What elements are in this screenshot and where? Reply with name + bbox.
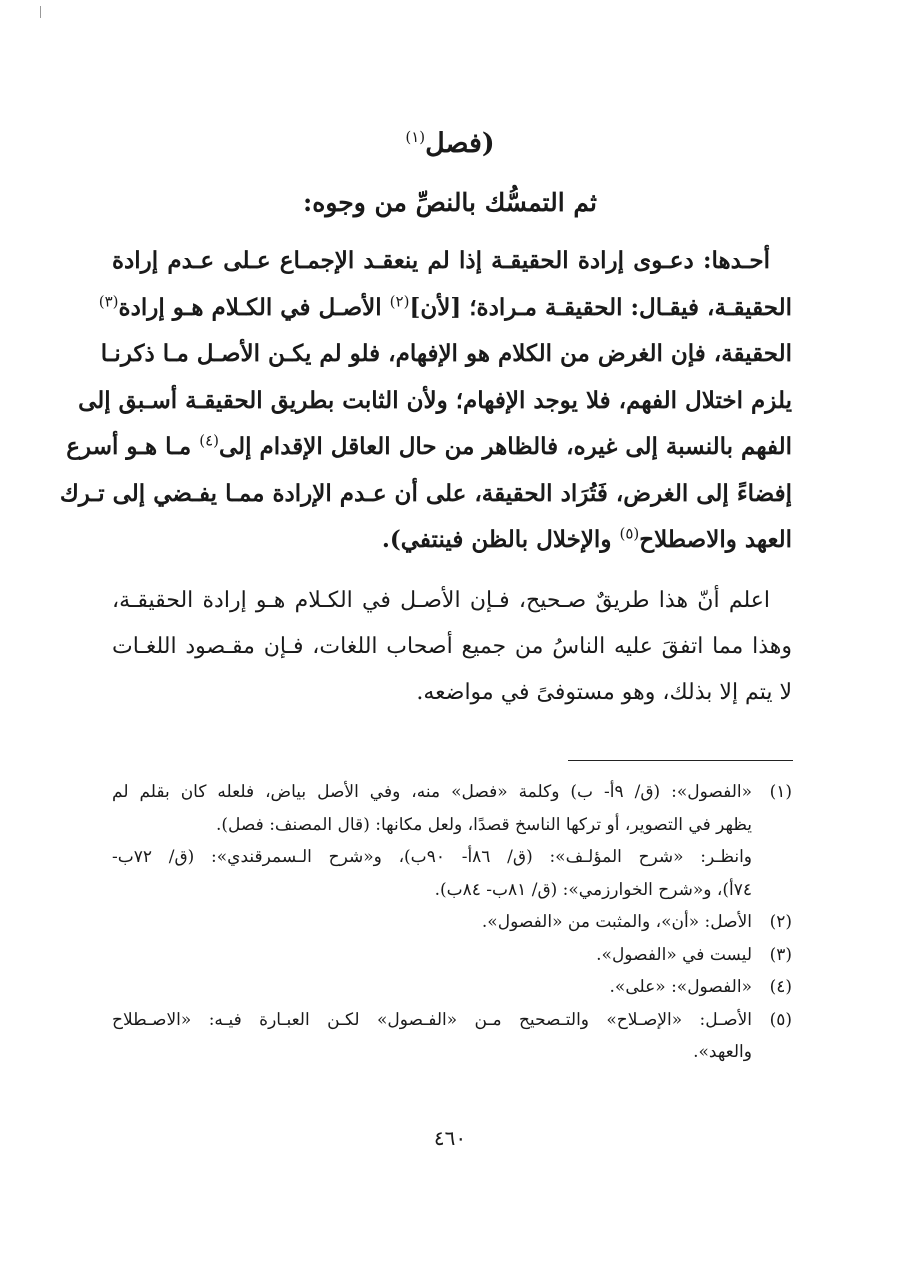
- text-segment: الحقيقـة، فيقـال: الحقيقـة مـرادة؛ [لأن]: [409, 293, 792, 321]
- footnote-line: والعهد».: [693, 1042, 752, 1062]
- text-line: [112, 517, 792, 564]
- text-segment: الأصـل في الكـلام هـو إرادة: [118, 293, 382, 321]
- footnote-number: (٣): [769, 944, 792, 965]
- main-paragraph-bold: [59, 238, 792, 564]
- section-title-text: (فصل: [425, 128, 495, 159]
- text-line: الحقيقة، فإن الغرض من الكلام هو الإفهام، فلو لم يكـن الأصـل مـا ذكرنـا: [100, 340, 792, 367]
- footnote-line: «الفصول»: «على».: [609, 977, 752, 997]
- footnote-line: الأصـل: «الإصـلاح» والتـصحيح مـن «الفـصول» لكـن العبـارة فيـه: «الاصـطلاح: [112, 1009, 752, 1030]
- text-line: يلزم اختلال الفهم، فلا يوجد الإفهام؛ ولأن الثابت بطريق الحقيقـة أسـبق إلى: [78, 386, 792, 414]
- footnote-number: (٤): [769, 977, 792, 997]
- footnote-line: ليست في «الفصول».: [596, 944, 752, 965]
- footnote-line: ٧٤أ)، و«شرح الخوارزمي»: (ق/ ٨١ب- ٨٤ب).: [434, 879, 752, 900]
- text-segment: الفهم بالنسبة إلى غيره، فالظاهر من حال العاقل الإقدام إلى: [218, 433, 792, 460]
- footnote-4: [112, 971, 792, 1004]
- footnote-number: (٢): [769, 912, 792, 932]
- text-line: أحـدها: دعـوى إرادة الحقيقـة إذا لم ينعقـد الإجمـاع عـلى عـدم إرادة: [112, 247, 770, 274]
- footnote-number: (٥): [769, 1009, 792, 1030]
- footnote-divider: [568, 760, 793, 761]
- text-line: وهذا مما اتفقَ عليه الناسُ من جميع أصحاب اللغات، فـإن مقـصود اللغـات: [112, 634, 792, 659]
- footnote-line: وانظـر: «شرح المؤلـف»: (ق/ ٨٦أ- ٩٠ب)، و«شرح الـسمرقندي»: (ق/ ٧٢ب-: [112, 847, 753, 867]
- footnote-ref-5[interactable]: (٥): [619, 524, 640, 543]
- text-line: إفضاءً إلى الغرض، فَتُرَاد الحقيقة، على أن عـدم الإرادة ممـا يفـضي إلى تـرك: [59, 479, 792, 507]
- footnote-1: [112, 776, 792, 906]
- footnote-line: «الفصول»: (ق/ ٩أ- ب) وكلمة «فصل» منه، وفي الأصل بياض، فلعله كان بقلم لم: [112, 782, 753, 802]
- footnote-2: [112, 906, 792, 939]
- footnote-line: يظهر في التصوير، أو تركها الناسخ قصدًا، ولعل مكانها: (قال المصنف: فصل).: [216, 814, 752, 835]
- footnote-3: [112, 939, 792, 972]
- footnote-number: (١): [769, 782, 792, 802]
- section-title: [0, 128, 900, 159]
- commentary-paragraph: [112, 578, 792, 716]
- footnotes: [112, 776, 792, 1069]
- page-number: ٤٦٠: [433, 1126, 467, 1150]
- text-segment: العهد والاصطلاح: [639, 526, 792, 553]
- text-segment: والإخلال بالظن فينتفي).: [381, 526, 612, 553]
- footnote-5: [112, 1004, 792, 1069]
- footnote-ref-2[interactable]: (٢): [389, 291, 410, 310]
- text-line: اعلم أنّ هذا طريقٌ صـحيح، فـإن الأصـل في الكـلام هـو إرادة الحقيقـة،: [112, 588, 770, 613]
- text-line: لا يتم إلا بذلك، وهو مستوفىً في مواضعه.: [416, 680, 792, 705]
- footnote-ref-3[interactable]: (٣): [98, 291, 119, 310]
- footnote-ref-1[interactable]: (١): [405, 128, 426, 146]
- footnote-ref-4[interactable]: (٤): [199, 431, 219, 450]
- text-segment: مـا هـو أسرع: [66, 433, 192, 460]
- section-subtitle: ثم التمسُّك بالنصِّ من وجوه:: [303, 188, 597, 217]
- text-line: [98, 285, 792, 332]
- text-line: [66, 424, 792, 471]
- scan-mark: [40, 6, 41, 18]
- footnote-line: الأصل: «أن»، والمثبت من «الفصول».: [481, 912, 752, 932]
